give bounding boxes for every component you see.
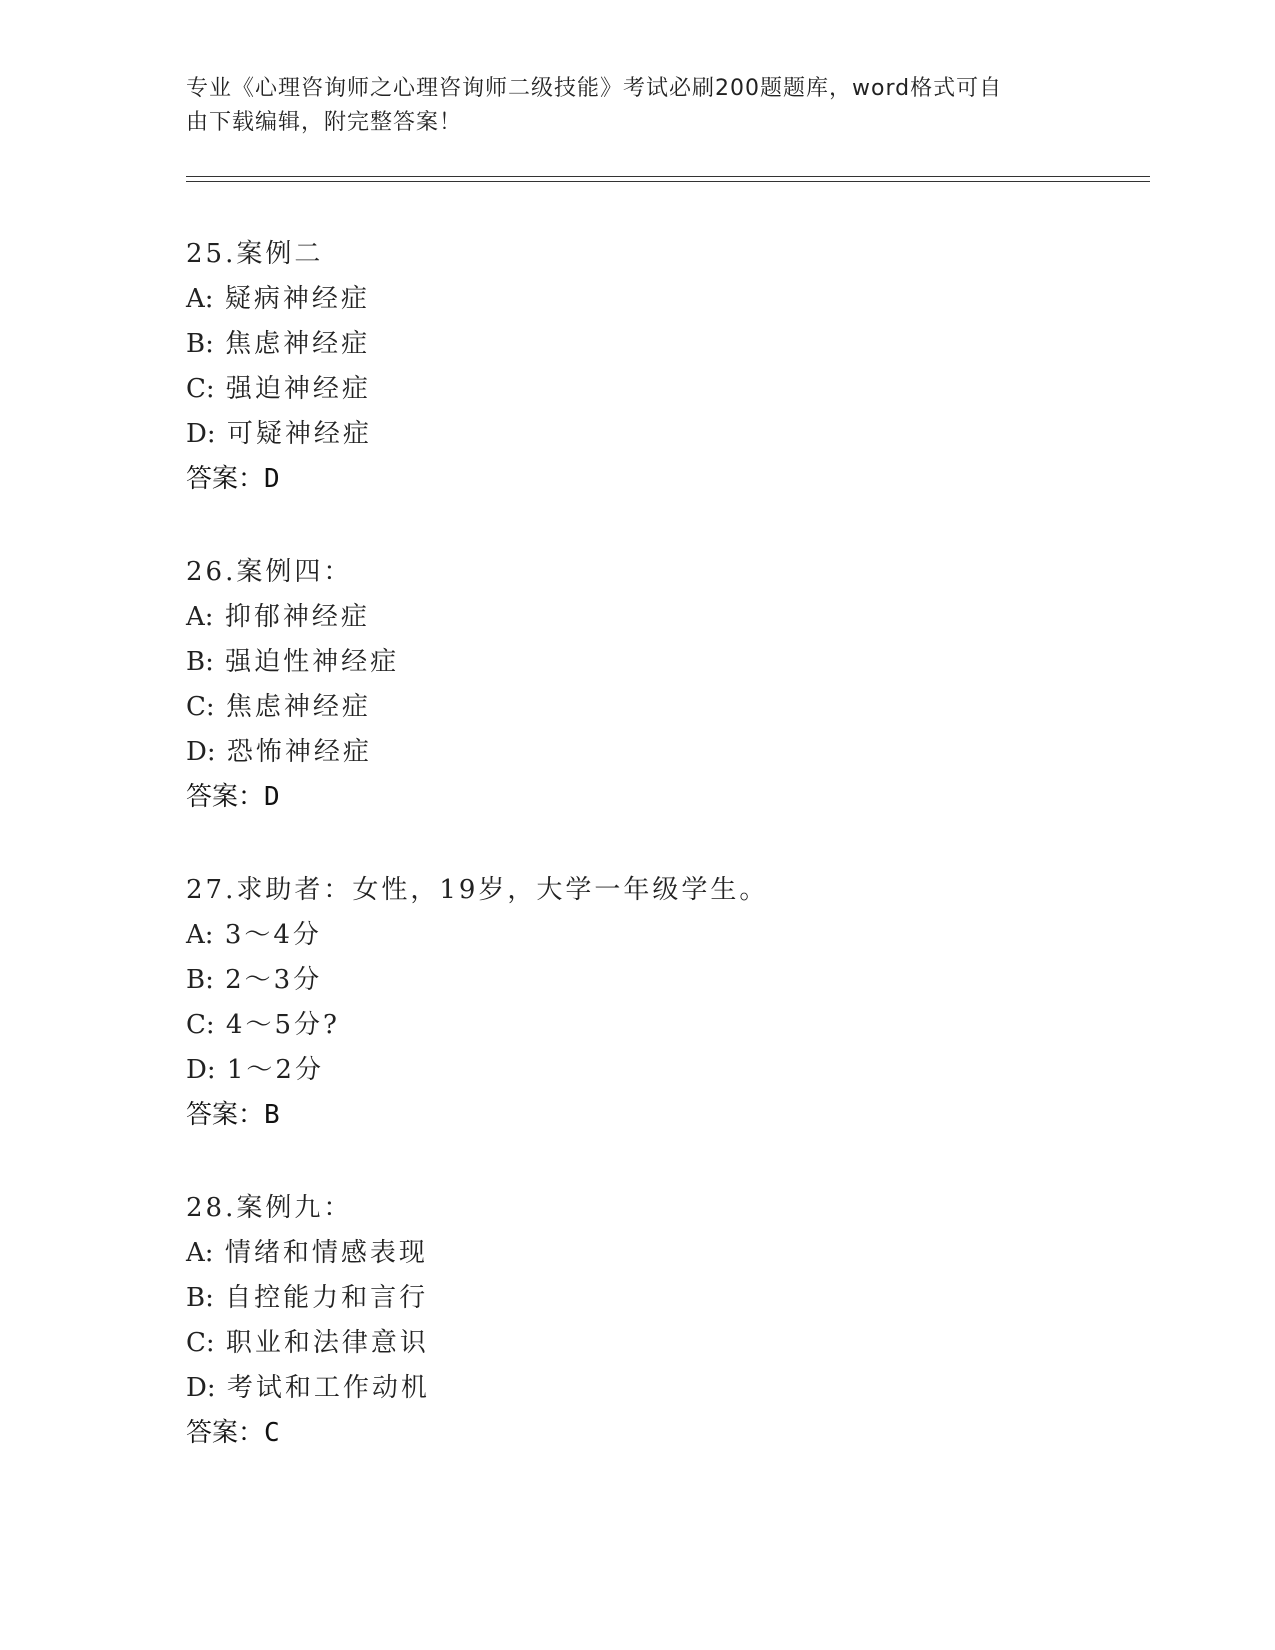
option-d: [186, 730, 1086, 775]
question-26: [186, 550, 1086, 820]
header-divider-top: [186, 176, 1150, 177]
question-stem: 28.案例九：: [186, 1193, 353, 1223]
answer-line: [186, 1093, 1086, 1138]
option-c: [186, 685, 1086, 730]
option-a: [186, 1231, 1086, 1276]
option-label: D:: [186, 419, 216, 449]
option-label: C:: [186, 692, 215, 722]
header-divider-bottom: [186, 181, 1150, 182]
option-d: [186, 1366, 1086, 1411]
option-c: [186, 1003, 1086, 1048]
question-27: [186, 868, 1086, 1138]
option-a: [186, 595, 1086, 640]
option-text: 4～5分?: [225, 1010, 340, 1040]
header-line-2: 由下载编辑，附完整答案！: [186, 110, 463, 135]
option-text: 职业和法律意识: [225, 1328, 429, 1358]
option-text: 抑郁神经症: [224, 602, 370, 632]
option-label: D:: [186, 1373, 216, 1403]
option-text: 强迫性神经症: [225, 647, 400, 677]
option-label: B:: [186, 329, 214, 359]
option-label: B:: [186, 965, 214, 995]
answer-line: [186, 457, 1086, 502]
option-text: 可疑神经症: [226, 419, 372, 449]
option-d: [186, 412, 1086, 457]
option-text: 2～3分: [225, 965, 323, 995]
option-label: D:: [186, 1055, 216, 1085]
question-28: [186, 1186, 1086, 1456]
answer-label: 答案：: [186, 1418, 265, 1448]
answer-line: [186, 1411, 1086, 1456]
answer-value: C: [264, 1418, 280, 1448]
option-text: 强迫神经症: [225, 374, 371, 404]
option-text: 焦虑神经症: [225, 329, 371, 359]
question-stem: 26.案例四：: [186, 557, 353, 587]
option-label: B:: [186, 647, 214, 677]
option-text: 情绪和情感表现: [224, 1238, 428, 1268]
option-label: B:: [186, 1283, 214, 1313]
question-stem: 27.求助者：女性，19岁，大学一年级学生。: [186, 875, 769, 905]
option-b: [186, 1276, 1086, 1321]
option-d: [186, 1048, 1086, 1093]
question-stem: 25.案例二: [186, 239, 324, 269]
answer-label: 答案：: [186, 782, 265, 812]
option-b: [186, 640, 1086, 685]
option-text: 考试和工作动机: [226, 1373, 430, 1403]
option-text: 恐怖神经症: [226, 737, 372, 767]
option-text: 疑病神经症: [224, 284, 370, 314]
option-a: [186, 277, 1086, 322]
option-label: C:: [186, 1328, 215, 1358]
option-label: C:: [186, 1010, 215, 1040]
answer-label: 答案：: [186, 1100, 265, 1130]
answer-label: 答案：: [186, 464, 265, 494]
answer-value: D: [264, 782, 280, 812]
answer-value: B: [264, 1100, 280, 1130]
option-b: [186, 322, 1086, 367]
option-text: 焦虑神经症: [225, 692, 371, 722]
option-label: C:: [186, 374, 215, 404]
header-line-1: 专业《心理咨询师之心理咨询师二级技能》考试必刷200题题库，word格式可自: [186, 76, 1003, 101]
answer-line: [186, 775, 1086, 820]
option-label: A:: [186, 602, 214, 632]
option-a: [186, 913, 1086, 958]
option-label: A:: [186, 284, 214, 314]
option-text: 3～4分: [224, 920, 322, 950]
option-label: A:: [186, 1238, 214, 1268]
option-text: 1～2分: [226, 1055, 324, 1085]
option-text: 自控能力和言行: [225, 1283, 429, 1313]
question-25: [186, 232, 1086, 502]
option-c: [186, 367, 1086, 412]
option-label: D:: [186, 737, 216, 767]
option-label: A:: [186, 920, 214, 950]
document-header: [186, 72, 1066, 140]
answer-value: D: [264, 464, 280, 494]
option-c: [186, 1321, 1086, 1366]
option-b: [186, 958, 1086, 1003]
